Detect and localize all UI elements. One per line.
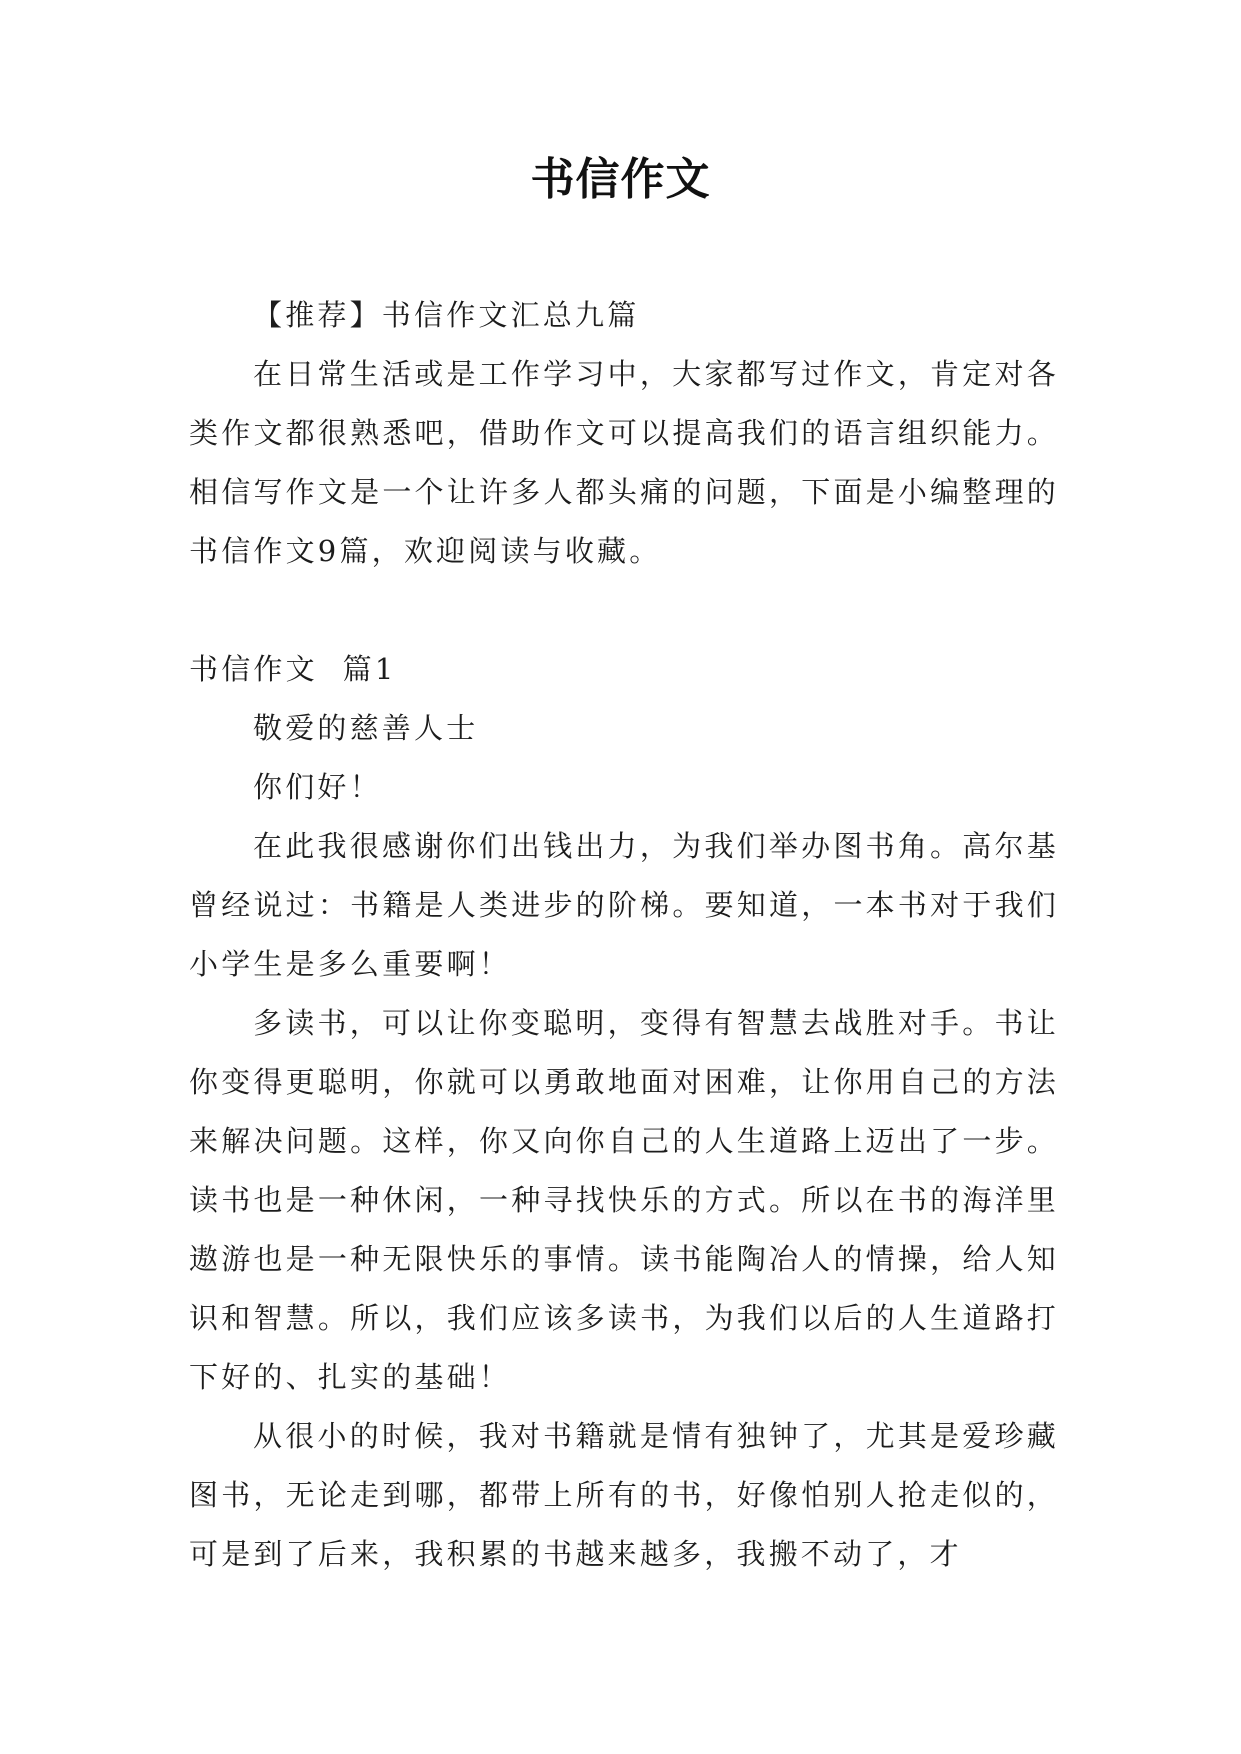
letter-paragraph: 从很小的时候，我对书籍就是情有独钟了，尤其是爱珍藏图书，无论走到哪，都带上所有的书，好像怕别人抢走似的，可是到了后来，我积累的书越来越多，我搬不动了，才	[189, 1419, 1059, 1571]
section-1	[189, 640, 1059, 1584]
section-heading: 书信作文 篇1	[189, 652, 397, 686]
letter-salutation: 敬爱的慈善人士	[253, 711, 479, 745]
document-title: 书信作文	[530, 154, 711, 205]
letter-paragraph: 在此我很感谢你们出钱出力，为我们举办图书角。高尔基曾经说过：书籍是人类进步的阶梯。要知道，一本书对于我们小学生是多么重要啊！	[189, 829, 1059, 981]
letter-paragraph: 多读书，可以让你变聪明，变得有智慧去战胜对手。书让你变得更聪明，你就可以勇敢地面对困难，让你用自己的方法来解决问题。这样，你又向你自己的人生道路上迈出了一步。读书也是一种休闲，一种寻找快乐的方式。所以在书的海洋里遨游也是一种无限快乐的事情。读书能陶冶人的情操，给人知识和智慧。所以，我们应该多读书，为我们以后的人生道路打下好的、扎实的基础！	[189, 1006, 1059, 1394]
intro-block	[189, 286, 1059, 581]
intro-heading: 【推荐】书信作文汇总九篇	[253, 298, 640, 332]
intro-paragraph: 在日常生活或是工作学习中，大家都写过作文，肯定对各类作文都很熟悉吧，借助作文可以提高我们的语言组织能力。相信写作文是一个让许多人都头痛的问题，下面是小编整理的书信作文9篇，欢迎阅读与收藏。	[189, 357, 1059, 568]
letter-greeting: 你们好！	[253, 770, 382, 804]
